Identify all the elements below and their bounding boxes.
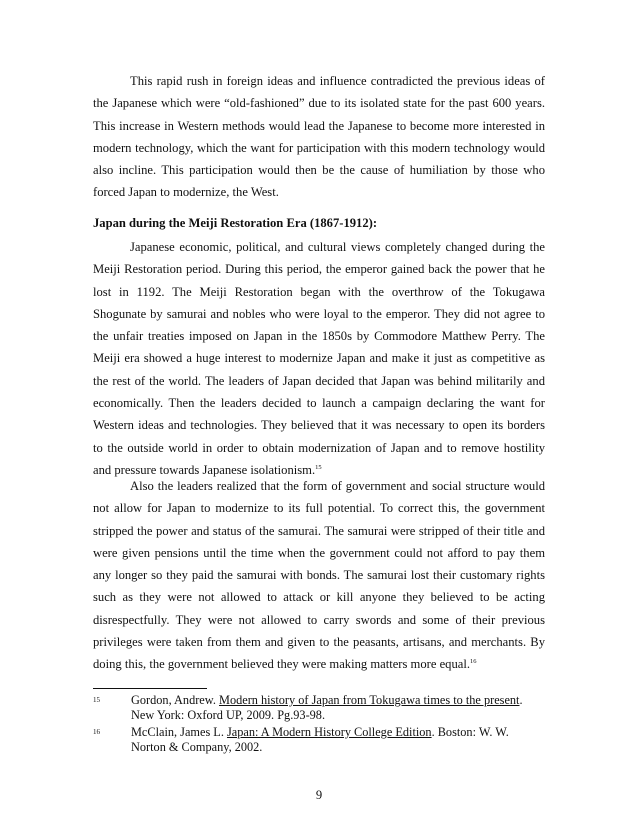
section-heading: Japan during the Meiji Restoration Era (1867-1912): [93, 216, 378, 230]
footnote-number: 16 [93, 728, 100, 736]
footnote-publication: . Boston: W. W. Norton & Company, 2002. [131, 725, 509, 755]
paragraph-samurai-text: Also the leaders realized that the form of government and social structure would not allow for Japan to modernize to its full potential. To correct this, the government stripped the power and status of the samurai. The samurai were stripped of their title and were given pensions until the time when the government could not afford to pay them any longer so they paid the samurai with bonds. The samurai lost their customary rights such as they were not allowed to attack or kill anyone they believed to be acting disrespectfully. They were not allowed to carry swords and some of their previous privileges were taken from them and given to the peasants, artisans, and merchants. By doing this, the government believed they were making matters more equal. [93, 479, 545, 672]
footnote-title: Japan: A Modern History College Edition [226, 725, 432, 739]
footnote-number: 15 [93, 696, 100, 704]
paragraph-meiji [93, 236, 545, 481]
paragraph-samurai [93, 475, 545, 676]
footnote-text [131, 693, 545, 724]
footnote-separator [93, 688, 207, 689]
footnote-author: Gordon, Andrew. [131, 693, 216, 707]
page-number: 9 [315, 788, 323, 802]
paragraph-intro-text: This rapid rush in foreign ideas and influence contradicted the previous ideas of the Japanese which were “old-fashioned” due to its isolated state for the past 600 years. This increase in Western methods would lead the Japanese to become more interested in modern technology, which the want for participation with this modern technology would also incline. This participation would then be the cause of humiliation by those who forced Japan to modernize, the West. [93, 74, 545, 200]
paragraph-intro [93, 70, 545, 204]
footnote-text [131, 725, 545, 756]
footnote-ref-16[interactable]: 16 [470, 658, 477, 666]
paragraph-meiji-text: Japanese economic, political, and cultural views completely changed during the Meiji Restoration period. During this period, the emperor gained back the power that he lost in 1192. The Meiji Restoration began with the overthrow of the Tokugawa Shogunate by samurai and nobles who were loyal to the emperor. They did not agree to the unfair treaties imposed on Japan in the 1850s by Commodore Matthew Perry. The Meiji era showed a huge interest to modernize Japan and make it just as competitive as the rest of the world. The leaders of Japan decided that Japan was behind militarily and economically. Then the leaders decided to launch a campaign declaring the want for Western ideas and technologies. They believed that it was necessary to open its borders to the outside world in order to obtain modernization of Japan and to remove hostility and pressure towards Japanese isolationism. [93, 240, 545, 477]
footnote-title: Modern history of Japan from Tokugawa times to the present [219, 693, 520, 707]
footnote-publication: . New York: Oxford UP, 2009. Pg.93-98. [131, 693, 523, 723]
footnote-ref-15[interactable]: 15 [315, 463, 322, 471]
footnote-author: McClain, James L. [131, 725, 224, 739]
